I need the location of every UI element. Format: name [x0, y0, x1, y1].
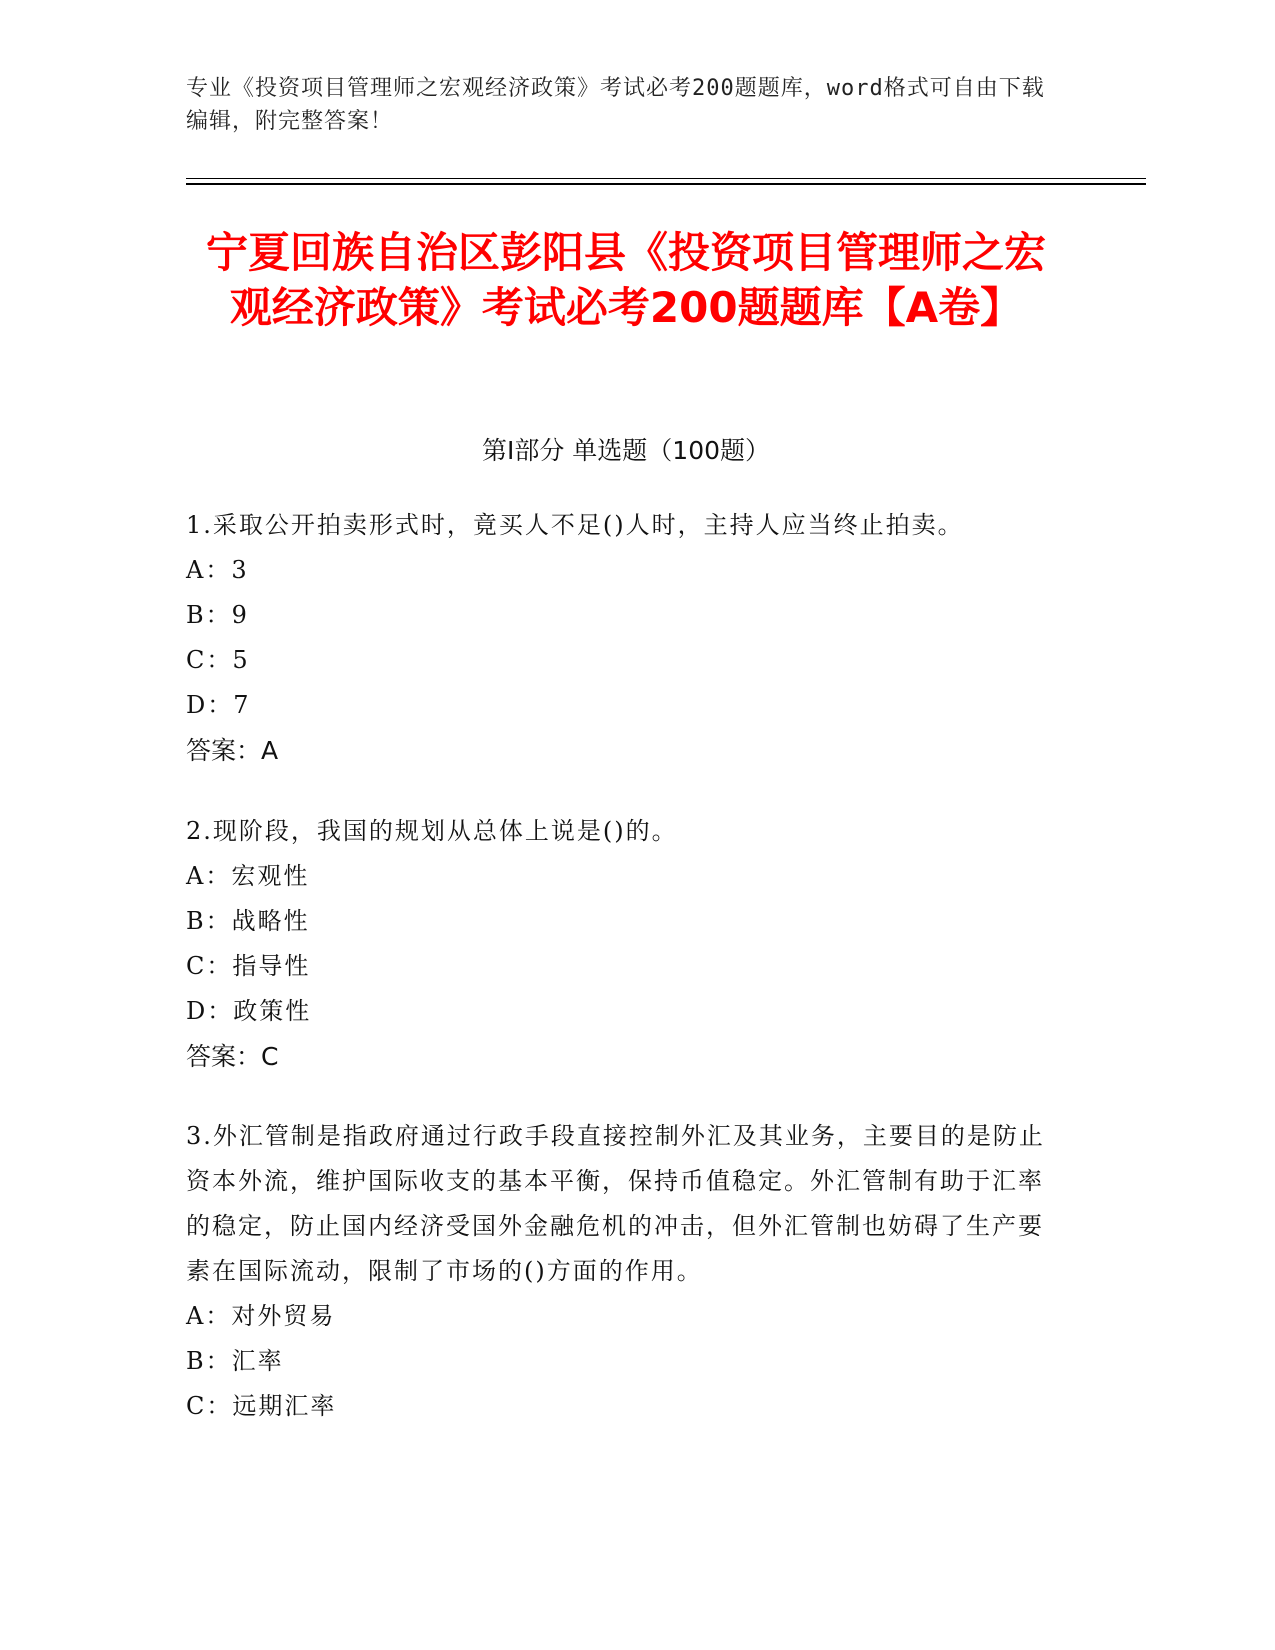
option-a: A：3	[186, 556, 249, 584]
option-a: A：对外贸易	[186, 1302, 336, 1330]
header-divider-thick	[186, 183, 1146, 185]
answer-label: 答案：A	[186, 736, 279, 765]
answer-label: 答案：C	[186, 1042, 279, 1071]
question-stem: 2.现阶段，我国的规划从总体上说是()的。	[186, 817, 678, 845]
section-title: 第Ⅰ部分 单选题（100题）	[481, 436, 771, 465]
option-c: C：指导性	[186, 952, 311, 980]
option-b: B：9	[186, 601, 249, 629]
option-d: D：政策性	[186, 997, 312, 1025]
option-b: B：汇率	[186, 1347, 284, 1375]
question-block-2	[186, 809, 1066, 1079]
header-note: 专业《投资项目管理师之宏观经济政策》考试必考200题题库，word格式可自由下载编辑，附完整答案！	[186, 76, 1045, 134]
option-b: B：战略性	[186, 907, 310, 935]
question-stem: 1.采取公开拍卖形式时，竟买人不足()人时，主持人应当终止拍卖。	[186, 511, 964, 539]
option-d: D：7	[186, 691, 251, 719]
option-c: C：远期汇率	[186, 1392, 337, 1420]
document-title: 宁夏回族自治区彭阳县《投资项目管理师之宏观经济政策》考试必考200题题库【A卷】	[205, 228, 1046, 332]
question-block-3	[186, 1114, 1066, 1429]
question-stem: 3.外汇管制是指政府通过行政手段直接控制外汇及其业务，主要目的是防止资本外流，维护国际收支的基本平衡，保持币值稳定。外汇管制有助于汇率的稳定，防止国内经济受国外金融危机的冲击，但外汇管制也妨碍了生产要素在国际流动，限制了市场的()方面的作用。	[186, 1122, 1045, 1285]
header-divider-thin	[186, 178, 1146, 179]
question-block-1	[186, 503, 1066, 773]
option-c: C：5	[186, 646, 250, 674]
option-a: A：宏观性	[186, 862, 310, 890]
